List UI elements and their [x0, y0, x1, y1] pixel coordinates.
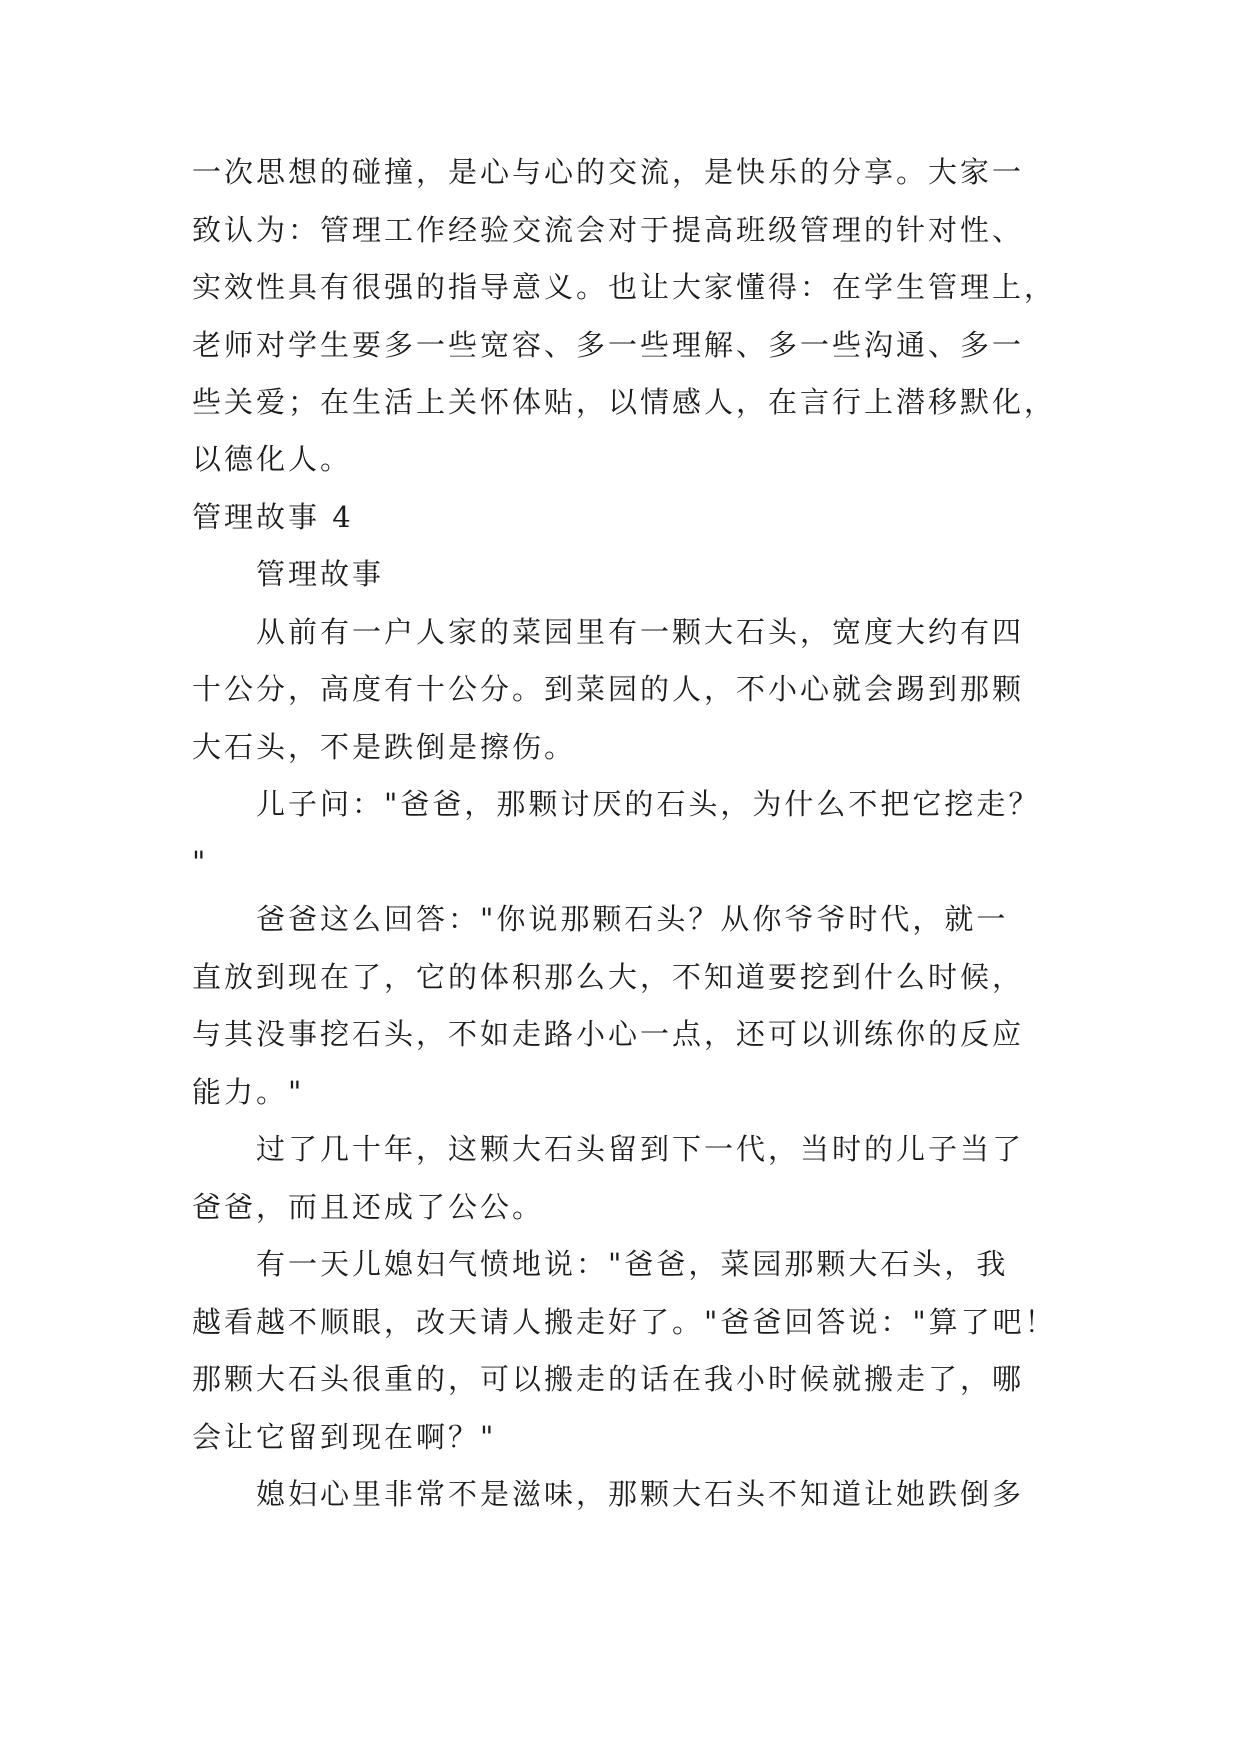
text-line: " — [192, 845, 209, 879]
text-line: 十公分，高度有十公分。到菜园的人，不小心就会踢到那颗 — [192, 672, 1025, 706]
text-line: 些关爱；在生活上关怀体贴，以情感人，在言行上潜移默化， — [192, 385, 1057, 419]
paragraph-start: 儿子问："爸爸，那颗讨厌的石头，为什么不把它挖走？ — [256, 787, 1041, 821]
text-line: 会让它留到现在啊？" — [192, 1420, 497, 1454]
text-line: 以德化人。 — [192, 442, 353, 476]
text-line: 越看越不顺眼，改天请人搬走好了。"爸爸回答说："算了吧！ — [192, 1305, 1057, 1339]
paragraph-start: 媳妇心里非常不是滋味，那颗大石头不知道让她跌倒多 — [256, 1477, 1025, 1511]
paragraph-start: 过了几十年，这颗大石头留到下一代，当时的儿子当了 — [256, 1132, 1025, 1166]
paragraph-start: 有一天儿媳妇气愤地说："爸爸，菜园那颗大石头，我 — [256, 1247, 1009, 1281]
text-line: 老师对学生要多一些宽容、多一些理解、多一些沟通、多一 — [192, 328, 1025, 362]
paragraph-start: 从前有一户人家的菜园里有一颗大石头，宽度大约有四 — [256, 615, 1025, 649]
text-line: 一次思想的碰撞，是心与心的交流，是快乐的分享。大家一 — [192, 155, 1025, 189]
text-line: 直放到现在了，它的体积那么大，不知道要挖到什么时候， — [192, 960, 1025, 994]
text-line: 与其没事挖石头，不如走路小心一点，还可以训练你的反应 — [192, 1017, 1025, 1051]
text-line: 爸爸，而且还成了公公。 — [192, 1190, 545, 1224]
text-line: 致认为：管理工作经验交流会对于提高班级管理的针对性、 — [192, 213, 1025, 247]
paragraph-start: 爸爸这么回答："你说那颗石头？从你爷爷时代，就一 — [256, 902, 1009, 936]
text-line: 那颗大石头很重的，可以搬走的话在我小时候就搬走了，哪 — [192, 1362, 1025, 1396]
section-heading: 管理故事 4 — [192, 500, 354, 534]
story-title: 管理故事 — [256, 557, 385, 591]
text-line: 能力。" — [192, 1075, 305, 1109]
text-line: 大石头，不是跌倒是擦伤。 — [192, 730, 577, 764]
text-line: 实效性具有很强的指导意义。也让大家懂得：在学生管理上， — [192, 270, 1057, 304]
